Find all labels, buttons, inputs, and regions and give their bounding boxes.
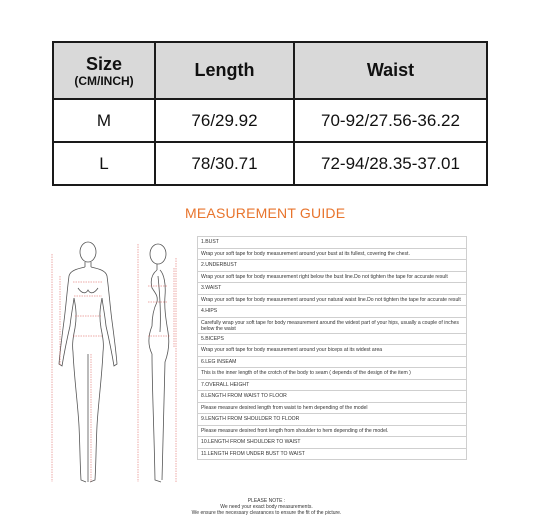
guide-text-leg-inseam: This is the inner length of the crotch of the body to seam ( depends of the design of the item ) [198,368,466,380]
cell-length: 76/29.92 [155,99,294,142]
guide-heading-waist: 3.WAIST [198,283,466,295]
side-body-figure-illustration [130,236,190,490]
header-waist: Waist [294,42,487,99]
note-line-1: We need your exact body measurements. [220,504,313,510]
guide-heading-leg-inseam: 6.LEG INSEAM [198,357,466,369]
note-line-2: We ensure the necessary clearances to ensure the fit of the picture. [191,510,342,516]
guide-text-hips: Carefully wrap your soft tape for body measurement around the widest part of your hips, usually a couple of inches below the waist [198,318,466,334]
guide-heading-shoulder-to-waist: 10.LENGTH FROM SHOULDER TO WAIST [198,437,466,449]
please-note [0,498,533,516]
guide-heading-bust: 1.BUST [198,237,466,249]
front-body-figure-illustration [40,236,135,490]
guide-heading-hips: 4.HIPS [198,306,466,318]
guide-heading-shoulder-to-floor: 9.LENGTH FROM SHOULDER TO FLOOR [198,414,466,426]
guide-text-underbust: Wrap your soft tape for body measurement right below the bust line.Do not tighten the tape for accurate result [198,272,466,284]
header-size-unit: (CM/INCH) [74,73,134,88]
header-size [53,42,155,99]
cell-waist: 72-94/28.35-37.01 [294,142,487,185]
guide-text-biceps: Wrap your soft tape for body measurement around your biceps at its widest area [198,345,466,357]
guide-heading-waist-to-floor: 8.LENGTH FROM WAIST TO FLOOR [198,391,466,403]
cell-waist: 70-92/27.56-36.22 [294,99,487,142]
header-length: Length [155,42,294,99]
guide-heading-overall-height: 7.OVERALL HEIGHT [198,380,466,392]
table-row [53,142,487,185]
guide-text-waist-to-floor: Please measure desired length from waist to hem depending of the model [198,403,466,415]
guide-text-bust: Wrap your soft tape for body measurement around your bust at its fullest, covering the chest. [198,249,466,261]
header-size-label: Size [85,53,123,74]
cell-length: 78/30.71 [155,142,294,185]
measurement-guide-list [197,236,467,460]
cell-size: L [53,142,155,185]
measurement-guide-title: MEASUREMENT GUIDE [185,205,346,221]
note-title: PLEASE NOTE : [247,498,286,504]
guide-heading-underbust: 2.UNDERBUST [198,260,466,272]
guide-text-waist: Wrap your soft tape for body measurement around your natural waist line.Do not tighten the tape for accurate result [198,295,466,307]
guide-heading-biceps: 5.BICEPS [198,334,466,346]
guide-heading-underbust-to-waist: 11.LENGTH FROM UNDER BUST TO WAIST [198,449,466,461]
size-chart-table [52,41,488,186]
guide-text-shoulder-to-floor: Please measure desired front length from shoulder to hem depending of the model. [198,426,466,438]
size-chart-header-row [53,42,487,99]
cell-size: M [53,99,155,142]
table-row [53,99,487,142]
